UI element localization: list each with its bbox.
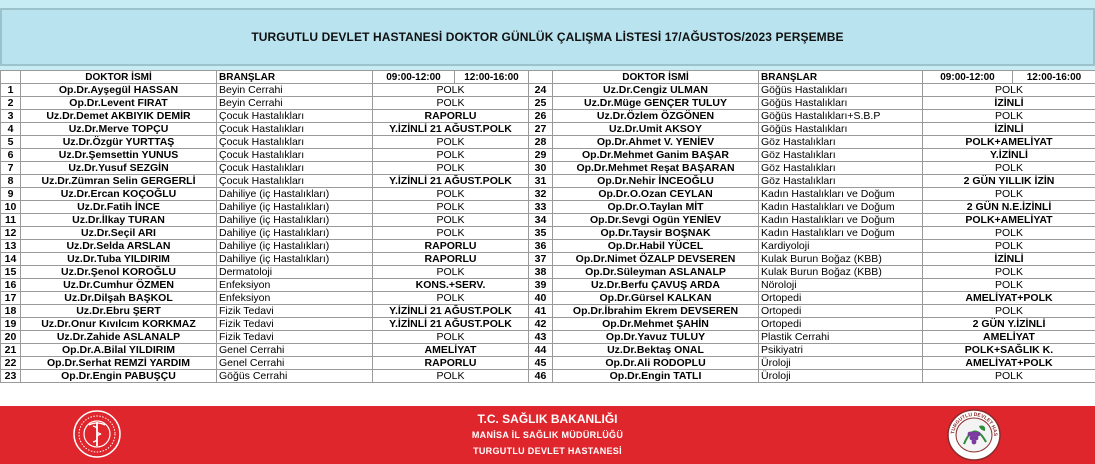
header-afternoon-right: 12:00-16:00 bbox=[1013, 71, 1095, 84]
status-cell: AMELİYAT+POLK bbox=[923, 357, 1095, 370]
doctor-name: Uz.Dr.Berfu ÇAVUŞ ARDA bbox=[553, 279, 759, 292]
branch-name: Enfeksiyon bbox=[217, 292, 373, 305]
branch-name: Göz Hastalıkları bbox=[759, 136, 923, 149]
table-row bbox=[1, 123, 1095, 136]
status-cell: AMELİYAT bbox=[373, 344, 529, 357]
branch-name: Göğüs Hastalıkları+S.B.P bbox=[759, 110, 923, 123]
branch-name: Genel Cerrahi bbox=[217, 344, 373, 357]
table-row bbox=[1, 149, 1095, 162]
doctor-name: Op.Dr.Ahmet V. YENİEV bbox=[553, 136, 759, 149]
branch-name: Fizik Tedavi bbox=[217, 331, 373, 344]
status-cell: POLK bbox=[373, 227, 529, 240]
status-cell: POLK bbox=[373, 149, 529, 162]
schedule-table bbox=[0, 70, 1095, 383]
footer-banner bbox=[0, 406, 1095, 464]
branch-name: Fizik Tedavi bbox=[217, 318, 373, 331]
status-cell: RAPORLU bbox=[373, 240, 529, 253]
row-number: 21 bbox=[1, 344, 21, 357]
table-row bbox=[1, 318, 1095, 331]
doctor-name: Op.Dr.Serhat REMZİ YARDIM bbox=[21, 357, 217, 370]
doctor-name: Uz.Dr.Zahide ASLANALP bbox=[21, 331, 217, 344]
doctor-name: Uz.Dr.Ercan KOÇOĞLU bbox=[21, 188, 217, 201]
branch-name: Dahiliye (iç Hastalıkları) bbox=[217, 188, 373, 201]
branch-name: Psikiyatri bbox=[759, 344, 923, 357]
status-cell: POLK bbox=[923, 84, 1095, 97]
footer-directorate: MANİSA İL SAĞLIK MÜDÜRLÜĞÜ bbox=[471, 430, 624, 440]
branch-name: Kulak Burun Boğaz (KBB) bbox=[759, 253, 923, 266]
doctor-name: Op.Dr.Mehmet Reşat BAŞARAN bbox=[553, 162, 759, 175]
row-number: 39 bbox=[529, 279, 553, 292]
doctor-name: Op.Dr.Yavuz TULUY bbox=[553, 331, 759, 344]
branch-name: Göz Hastalıkları bbox=[759, 175, 923, 188]
doctor-name: Op.Dr.Levent FIRAT bbox=[21, 97, 217, 110]
row-number: 4 bbox=[1, 123, 21, 136]
branch-name: Kulak Burun Boğaz (KBB) bbox=[759, 266, 923, 279]
doctor-name: Uz.Dr.Merve TOPÇU bbox=[21, 123, 217, 136]
table-row bbox=[1, 110, 1095, 123]
doctor-name: Uz.Dr.Zümran Selin GERGERLİ bbox=[21, 175, 217, 188]
doctor-name: Uz.Dr.Şenol KOROĞLU bbox=[21, 266, 217, 279]
table-row bbox=[1, 370, 1095, 383]
doctor-name: Uz.Dr.Selda ARSLAN bbox=[21, 240, 217, 253]
table-row bbox=[1, 305, 1095, 318]
status-cell: RAPORLU bbox=[373, 110, 529, 123]
status-cell: 2 GÜN N.E.İZİNLİ bbox=[923, 201, 1095, 214]
branch-name: Göğüs Hastalıkları bbox=[759, 123, 923, 136]
status-cell: İZİNLİ bbox=[923, 97, 1095, 110]
row-number: 32 bbox=[529, 188, 553, 201]
doctor-name: Op.Dr.Süleyman ASLANALP bbox=[553, 266, 759, 279]
doctor-name: Op.Dr.Ayşegül HASSAN bbox=[21, 84, 217, 97]
row-number: 29 bbox=[529, 149, 553, 162]
table-row bbox=[1, 292, 1095, 305]
doctor-name: Op.Dr.A.Bilal YILDIRIM bbox=[21, 344, 217, 357]
branch-name: Nöroloji bbox=[759, 279, 923, 292]
header-branch: BRANŞLAR bbox=[217, 71, 373, 84]
seal-text: TURGUTLU DEVLET HAS bbox=[950, 411, 999, 437]
status-cell: POLK bbox=[923, 188, 1095, 201]
header-branch-right: BRANŞLAR bbox=[759, 71, 923, 84]
table-row bbox=[1, 162, 1095, 175]
branch-name: Üroloji bbox=[759, 370, 923, 383]
status-cell: POLK bbox=[923, 162, 1095, 175]
doctor-name: Uz.Dr.Dilşah BAŞKOL bbox=[21, 292, 217, 305]
doctor-name: Uz.Dr.İlkay TURAN bbox=[21, 214, 217, 227]
status-cell: POLK bbox=[373, 292, 529, 305]
header-morning: 09:00-12:00 bbox=[373, 71, 455, 84]
branch-name: Kadın Hastalıkları ve Doğum bbox=[759, 227, 923, 240]
row-number: 7 bbox=[1, 162, 21, 175]
doctor-name: Uz.Dr.Özlem ÖZGÖNEN bbox=[553, 110, 759, 123]
status-cell: POLK bbox=[373, 188, 529, 201]
status-cell: POLK bbox=[923, 266, 1095, 279]
doctor-name: Uz.Dr.Demet AKBIYIK DEMİR bbox=[21, 110, 217, 123]
row-number: 26 bbox=[529, 110, 553, 123]
doctor-name: Op.Dr.Taysir BOŞNAK bbox=[553, 227, 759, 240]
branch-name: Kadın Hastalıkları ve Doğum bbox=[759, 201, 923, 214]
branch-name: Çocuk Hastalıkları bbox=[217, 162, 373, 175]
status-cell: Y.İZİNLİ 21 AĞUST.POLK bbox=[373, 175, 529, 188]
doctor-name: Uz.Dr.Tuba YILDIRIM bbox=[21, 253, 217, 266]
doctor-name: Op.Dr.Gürsel KALKAN bbox=[553, 292, 759, 305]
branch-name: Dahiliye (iç Hastalıkları) bbox=[217, 240, 373, 253]
table-row bbox=[1, 214, 1095, 227]
row-number: 30 bbox=[529, 162, 553, 175]
row-number: 18 bbox=[1, 305, 21, 318]
doctor-name: Op.Dr.İbrahim Ekrem DEVSEREN bbox=[553, 305, 759, 318]
status-cell: POLK bbox=[373, 370, 529, 383]
status-cell: POLK bbox=[923, 110, 1095, 123]
branch-name: Plastik Cerrahi bbox=[759, 331, 923, 344]
row-number: 43 bbox=[529, 331, 553, 344]
page-title: TURGUTLU DEVLET HASTANESİ DOKTOR GÜNLÜK ÇALIŞMA LİSTESİ 17/AĞUSTOS/2023 PERŞEMBE bbox=[251, 30, 844, 44]
status-cell: Y.İZİNLİ 21 AĞUST.POLK bbox=[373, 123, 529, 136]
row-number: 46 bbox=[529, 370, 553, 383]
row-number: 11 bbox=[1, 214, 21, 227]
status-cell: POLK bbox=[923, 227, 1095, 240]
doctor-name: Uz.Dr.Cengiz ULMAN bbox=[553, 84, 759, 97]
branch-name: Dahiliye (iç Hastalıkları) bbox=[217, 201, 373, 214]
top-band bbox=[0, 0, 1095, 8]
status-cell: POLK bbox=[373, 214, 529, 227]
status-cell: POLK bbox=[373, 136, 529, 149]
row-number: 34 bbox=[529, 214, 553, 227]
status-cell: POLK bbox=[923, 305, 1095, 318]
doctor-name: Op.Dr.Ali RODOPLU bbox=[553, 357, 759, 370]
doctor-name: Op.Dr.Nehir İNCEOĞLU bbox=[553, 175, 759, 188]
doctor-name: Op.Dr.Mehmet ŞAHİN bbox=[553, 318, 759, 331]
status-cell: POLK+AMELİYAT bbox=[923, 214, 1095, 227]
branch-name: Kardiyoloji bbox=[759, 240, 923, 253]
row-number: 36 bbox=[529, 240, 553, 253]
footer-hospital: TURGUTLU DEVLET HASTANESİ bbox=[473, 446, 622, 456]
table-row bbox=[1, 344, 1095, 357]
row-number: 22 bbox=[1, 357, 21, 370]
header-num bbox=[1, 71, 21, 84]
branch-name: Çocuk Hastalıkları bbox=[217, 110, 373, 123]
table-row bbox=[1, 136, 1095, 149]
branch-name: Dahiliye (iç Hastalıkları) bbox=[217, 253, 373, 266]
row-number: 15 bbox=[1, 266, 21, 279]
branch-name: Enfeksiyon bbox=[217, 279, 373, 292]
status-cell: İZİNLİ bbox=[923, 253, 1095, 266]
branch-name: Fizik Tedavi bbox=[217, 305, 373, 318]
row-number: 37 bbox=[529, 253, 553, 266]
title-box bbox=[0, 8, 1095, 66]
row-number: 28 bbox=[529, 136, 553, 149]
branch-name: Dahiliye (iç Hastalıkları) bbox=[217, 214, 373, 227]
status-cell: POLK bbox=[923, 279, 1095, 292]
table-row bbox=[1, 253, 1095, 266]
doctor-name: Op.Dr.O.Taylan MİT bbox=[553, 201, 759, 214]
header-doctor: DOKTOR İSMİ bbox=[21, 71, 217, 84]
table-row bbox=[1, 266, 1095, 279]
hospital-grape-seal-icon bbox=[946, 408, 1002, 462]
branch-name: Göğüs Hastalıkları bbox=[759, 97, 923, 110]
doctor-name: Uz.Dr.Umit AKSOY bbox=[553, 123, 759, 136]
doctor-name: Op.Dr.O.Ozan CEYLAN bbox=[553, 188, 759, 201]
doctor-name: Uz.Dr.Seçil ARI bbox=[21, 227, 217, 240]
status-cell: AMELİYAT bbox=[923, 331, 1095, 344]
table-row bbox=[1, 227, 1095, 240]
row-number: 19 bbox=[1, 318, 21, 331]
status-cell: POLK+AMELİYAT bbox=[923, 136, 1095, 149]
branch-name: Dermatoloji bbox=[217, 266, 373, 279]
branch-name: Ortopedi bbox=[759, 305, 923, 318]
row-number: 17 bbox=[1, 292, 21, 305]
branch-name: Çocuk Hastalıkları bbox=[217, 149, 373, 162]
doctor-name: Uz.Dr.Ebru ŞERT bbox=[21, 305, 217, 318]
branch-name: Beyin Cerrahi bbox=[217, 84, 373, 97]
status-cell: RAPORLU bbox=[373, 357, 529, 370]
row-number: 42 bbox=[529, 318, 553, 331]
branch-name: Kadın Hastalıkları ve Doğum bbox=[759, 188, 923, 201]
branch-name: Beyin Cerrahi bbox=[217, 97, 373, 110]
schedule-body bbox=[1, 71, 1095, 383]
row-number: 44 bbox=[529, 344, 553, 357]
table-row bbox=[1, 240, 1095, 253]
branch-name: Göğüs Cerrahi bbox=[217, 370, 373, 383]
doctor-name: Uz.Dr.Cumhur ÖZMEN bbox=[21, 279, 217, 292]
row-number: 9 bbox=[1, 188, 21, 201]
status-cell: 2 GÜN YILLIK İZİN bbox=[923, 175, 1095, 188]
row-number: 41 bbox=[529, 305, 553, 318]
row-number: 40 bbox=[529, 292, 553, 305]
doctor-name: Uz.Dr.Şemsettin YUNUS bbox=[21, 149, 217, 162]
status-cell: POLK bbox=[923, 370, 1095, 383]
row-number: 38 bbox=[529, 266, 553, 279]
branch-name: Kadın Hastalıkları ve Doğum bbox=[759, 214, 923, 227]
table-row bbox=[1, 175, 1095, 188]
branch-name: Göğüs Hastalıkları bbox=[759, 84, 923, 97]
table-row bbox=[1, 331, 1095, 344]
doctor-name: Uz.Dr.Fatih İNCE bbox=[21, 201, 217, 214]
doctor-name: Uz.Dr.Özgür YURTTAŞ bbox=[21, 136, 217, 149]
status-cell: 2 GÜN Y.İZİNLİ bbox=[923, 318, 1095, 331]
header-row bbox=[1, 71, 1095, 84]
status-cell: İZİNLİ bbox=[923, 123, 1095, 136]
doctor-name: Uz.Dr.Bektaş ONAL bbox=[553, 344, 759, 357]
status-cell: POLK bbox=[373, 266, 529, 279]
status-cell: KONS.+SERV. bbox=[373, 279, 529, 292]
row-number: 8 bbox=[1, 175, 21, 188]
table-row bbox=[1, 97, 1095, 110]
status-cell: RAPORLU bbox=[373, 253, 529, 266]
row-number: 3 bbox=[1, 110, 21, 123]
status-cell: Y.İZİNLİ 21 AĞUST.POLK bbox=[373, 305, 529, 318]
doctor-name: Op.Dr.Mehmet Ganim BAŞAR bbox=[553, 149, 759, 162]
status-cell: POLK bbox=[373, 201, 529, 214]
row-number: 27 bbox=[529, 123, 553, 136]
status-cell: POLK bbox=[373, 331, 529, 344]
status-cell: POLK bbox=[923, 240, 1095, 253]
doctor-name: Op.Dr.Nimet ÖZALP DEVSEREN bbox=[553, 253, 759, 266]
doctor-name: Uz.Dr.Yusuf SEZGİN bbox=[21, 162, 217, 175]
doctor-name: Op.Dr.Sevgi Ogün YENİEV bbox=[553, 214, 759, 227]
header-num-right bbox=[529, 71, 553, 84]
branch-name: Dahiliye (iç Hastalıkları) bbox=[217, 227, 373, 240]
branch-name: Çocuk Hastalıkları bbox=[217, 123, 373, 136]
footer-ministry: T.C. SAĞLIK BAKANLIĞI bbox=[477, 412, 618, 426]
row-number: 24 bbox=[529, 84, 553, 97]
row-number: 45 bbox=[529, 357, 553, 370]
row-number: 35 bbox=[529, 227, 553, 240]
status-cell: AMELİYAT+POLK bbox=[923, 292, 1095, 305]
status-cell: Y.İZİNLİ bbox=[923, 149, 1095, 162]
header-afternoon: 12:00-16:00 bbox=[455, 71, 529, 84]
row-number: 5 bbox=[1, 136, 21, 149]
table-row bbox=[1, 201, 1095, 214]
status-cell: Y.İZİNLİ 21 AĞUST.POLK bbox=[373, 318, 529, 331]
doctor-name: Op.Dr.Engin PABUŞÇU bbox=[21, 370, 217, 383]
branch-name: Çocuk Hastalıkları bbox=[217, 175, 373, 188]
status-cell: POLK+SAĞLIK K. bbox=[923, 344, 1095, 357]
status-cell: POLK bbox=[373, 84, 529, 97]
doctor-name: Uz.Dr.Onur Kıvılcım KORKMAZ bbox=[21, 318, 217, 331]
row-number: 10 bbox=[1, 201, 21, 214]
table-row bbox=[1, 279, 1095, 292]
row-number: 25 bbox=[529, 97, 553, 110]
row-number: 14 bbox=[1, 253, 21, 266]
branch-name: Ortopedi bbox=[759, 318, 923, 331]
branch-name: Genel Cerrahi bbox=[217, 357, 373, 370]
status-cell: POLK bbox=[373, 162, 529, 175]
status-cell: POLK bbox=[373, 97, 529, 110]
row-number: 13 bbox=[1, 240, 21, 253]
ministry-of-health-emblem-icon bbox=[72, 409, 122, 459]
row-number: 33 bbox=[529, 201, 553, 214]
header-doctor-right: DOKTOR İSMİ bbox=[553, 71, 759, 84]
row-number: 20 bbox=[1, 331, 21, 344]
header-morning-right: 09:00-12:00 bbox=[923, 71, 1013, 84]
table-row bbox=[1, 357, 1095, 370]
row-number: 23 bbox=[1, 370, 21, 383]
row-number: 2 bbox=[1, 97, 21, 110]
row-number: 6 bbox=[1, 149, 21, 162]
doctor-name: Uz.Dr.Müge GENÇER TULUY bbox=[553, 97, 759, 110]
row-number: 31 bbox=[529, 175, 553, 188]
row-number: 1 bbox=[1, 84, 21, 97]
doctor-name: Op.Dr.Habil YÜCEL bbox=[553, 240, 759, 253]
branch-name: Göz Hastalıkları bbox=[759, 162, 923, 175]
doctor-name: Op.Dr.Engin TATLI bbox=[553, 370, 759, 383]
table-row bbox=[1, 188, 1095, 201]
branch-name: Ortopedi bbox=[759, 292, 923, 305]
table-row bbox=[1, 84, 1095, 97]
row-number: 16 bbox=[1, 279, 21, 292]
branch-name: Üroloji bbox=[759, 357, 923, 370]
branch-name: Çocuk Hastalıkları bbox=[217, 136, 373, 149]
branch-name: Göz Hastalıkları bbox=[759, 149, 923, 162]
row-number: 12 bbox=[1, 227, 21, 240]
